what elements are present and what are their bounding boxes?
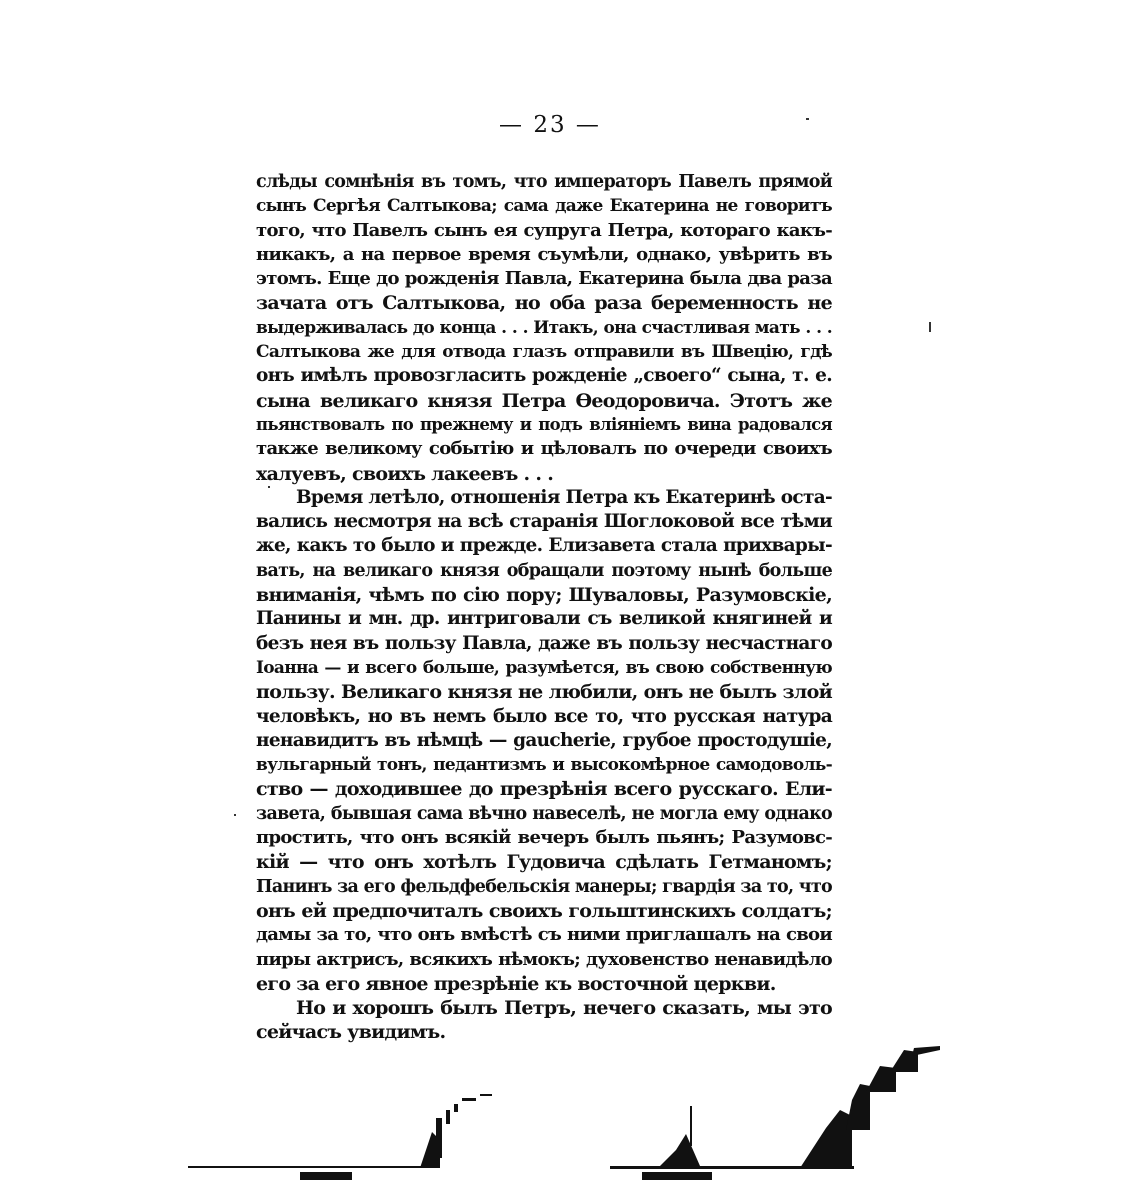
text-line: ненавидитъ въ нѣмцѣ — gaucherie, грубое простодушіе, xyxy=(256,729,832,751)
text-line: вниманія, чѣмъ по сію пору; Шуваловы, Разумовскіе, xyxy=(256,584,832,607)
text-line: же, какъ то было и прежде. Елизавета стала прихвары- xyxy=(256,535,832,557)
text-line: Іоанна — и всего больше, разумѣется, въ свою собственную xyxy=(256,657,832,678)
text-line: вать, на великаго князя обращали поэтому нынѣ больше xyxy=(256,560,832,581)
text-line: того, что Павелъ сынъ ея супруга Петра, котораго какъ- xyxy=(256,219,832,241)
text-line: безъ нея въ пользу Павла, даже въ пользу несчастнаго xyxy=(256,632,832,654)
text-line: пользу. Великаго князя не любили, онъ не былъ злой xyxy=(256,681,832,704)
text-line: сейчасъ увидимъ. xyxy=(256,1021,446,1044)
text-line: кій — что онъ хотѣлъ Гудовича сдѣлать Гетманомъ; xyxy=(256,851,832,874)
text-line: также великому событію и цѣловалъ по очереди своихъ xyxy=(256,438,832,460)
text-line: Время летѣло, отношенія Петра къ Екатеринѣ оста- xyxy=(296,486,832,508)
text-line: Панинъ за его фельдфебельскія манеры; гвардія за то, что xyxy=(256,876,832,897)
text-line: онъ имѣлъ провозгласить рожденіе „своего“ сына, т. е. xyxy=(256,365,832,387)
text-line: сына великаго князя Петра Ѳеодоровича. Этотъ же xyxy=(256,389,832,412)
text-line: Салтыкова же для отвода глазъ отправили въ Швецію, гдѣ xyxy=(256,342,832,363)
text-line: Но и хорошъ былъ Петръ, нечего сказать, мы это xyxy=(296,997,832,1020)
text-line: Панины и мн. др. интриговали съ великой княгиней и xyxy=(256,608,832,630)
text-line: простить, что онъ всякій вечеръ былъ пьянъ; Разумовс- xyxy=(256,827,832,849)
text-line: вались несмотря на всѣ старанія Шоглоковой все тѣми xyxy=(256,511,832,533)
text-line: этомъ. Еще до рожденія Павла, Екатерина была два раза xyxy=(256,268,832,290)
text-line: никакъ, а на первое время съумѣли, однако, увѣрить въ xyxy=(256,243,832,265)
text-line: человѣкъ, но въ немъ было все то, что русская натура xyxy=(256,705,832,727)
text-line: халуевъ, своихъ лакеевъ . . . xyxy=(256,462,554,485)
text-line: выдерживалась до конца . . . Итакъ, она счастливая мать . . . xyxy=(256,317,832,338)
text-line: вульгарный тонъ, педантизмъ и высокомѣрное самодоволь- xyxy=(256,755,832,776)
text-line: его за его явное презрѣніе къ восточной церкви. xyxy=(256,972,776,995)
text-line: зачата отъ Салтыкова, но оба раза беременность не xyxy=(256,292,832,315)
text-line: пиры актрисъ, всякихъ нѣмокъ; духовенство ненавидѣло xyxy=(256,948,832,970)
page-number: — 23 — xyxy=(499,112,601,138)
text-line: дамы за то, что онъ вмѣстѣ съ ними приглашалъ на свои xyxy=(256,924,832,946)
text-line: слѣды сомнѣнія въ томъ, что императоръ Павелъ прямой xyxy=(256,172,832,192)
text-line: завета, бывшая сама вѣчно навеселѣ, не могла ему однако xyxy=(256,803,832,824)
text-line: ство — доходившее до презрѣнія всего русскаго. Ели- xyxy=(256,778,832,801)
text-line: сынъ Сергѣя Салтыкова; сама даже Екатерина не говоритъ xyxy=(256,196,832,217)
text-line: пьянствовалъ по прежнему и подъ вліяніемъ вина радовался xyxy=(256,414,832,434)
text-line: онъ ей предпочиталъ своихъ гольштинскихъ солдатъ; xyxy=(256,899,832,922)
